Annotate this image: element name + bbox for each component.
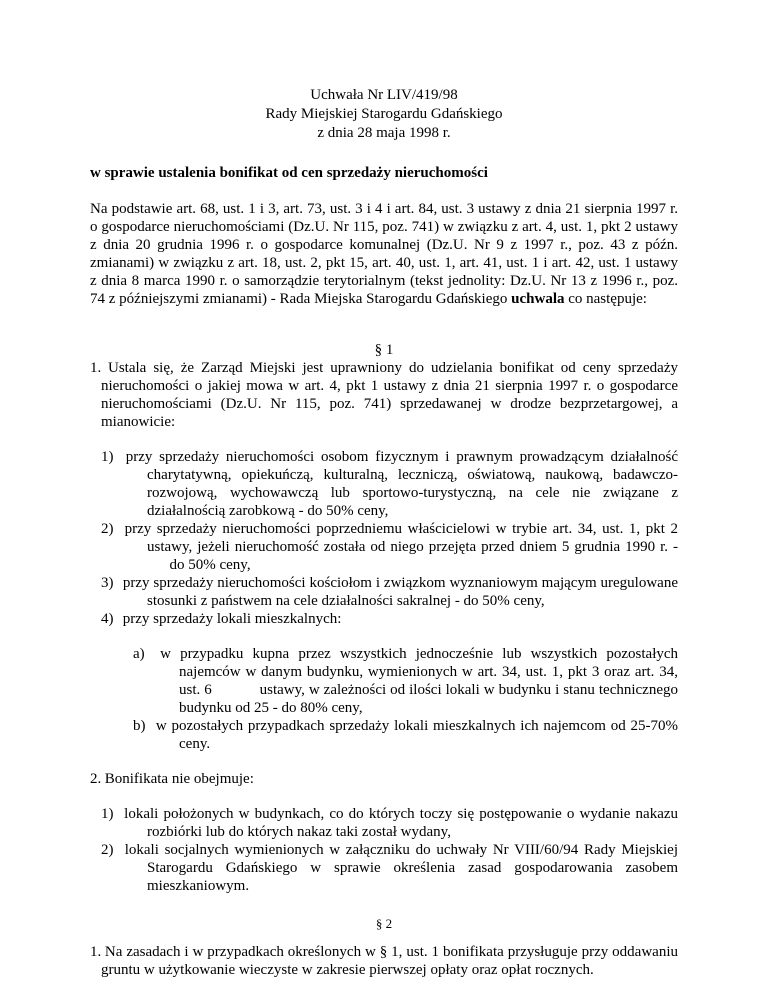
preamble (90, 200, 678, 308)
sublist-item (133, 645, 678, 717)
paragraph-number: 2. (90, 771, 102, 787)
section-1-title: § 1 (374, 342, 394, 358)
list-item (101, 610, 678, 628)
section-2-title: § 2 (375, 916, 393, 931)
list-item (101, 520, 678, 574)
list-item-number: 2) (101, 521, 114, 537)
list-item-text: przy sprzedaży nieruchomości kościołom i związkom wyznaniowym mającym uregulowane stosunki z państwem na cele działalności sakralnej - do 50% ceny, (122, 575, 678, 609)
list-item (101, 574, 678, 610)
document-page (90, 86, 678, 979)
list-item-text: lokali położonych w budynkach, co do których toczy się postępowanie o wydanie nakazu rozbiórki lub do których nakaz taki został wydany, (124, 806, 679, 840)
apartment-sublist (133, 645, 678, 753)
list-item-text: lokali socjalnych wymienionych w załączniku do uchwały Nr VIII/60/94 Rady Miejskiej Starogardu Gdańskiego w sprawie określenia zasad gospodarowania zasobem mieszkaniowym. (124, 842, 678, 894)
sublist-item-letter: a) (133, 646, 145, 662)
list-item-number: 3) (101, 575, 114, 591)
sublist-item-letter: b) (133, 718, 146, 734)
paragraph-text: Na zasadach i w przypadkach określonych w § 1, ust. 1 bonifikata przysługuje przy oddawaniu gruntu w użytkowanie wieczyste w zakresie pierwszej opłaty oraz opłat rocznych. (101, 944, 678, 978)
sublist-item-text: w pozostałych przypadkach sprzedaży lokali mieszkalnych ich najemcom od 25-70% ceny. (155, 718, 679, 752)
section-1-paragraph-1 (90, 359, 678, 431)
sublist-item-text: w przypadku kupna przez wszystkich jednocześnie lub wszystkich pozostałych najemców w danym budynku, wymienionych w art. 34, ust. 1, pkt 3 oraz art. 34, ust. 6 ustawy, w zależności od ilości lokali w budynku i stanu technicznego budynku od 25 - do 80% ceny, (160, 646, 679, 716)
list-item (101, 841, 678, 895)
list-item-text: przy sprzedaży nieruchomości poprzedniemu właścicielowi w trybie art. 34, ust. 1, pkt 2 ustawy, jeżeli nieruchomość została od niego przejęta przed dniem 5 grudnia 1990 r. - do 50% ceny, (124, 521, 678, 573)
list-item-number: 1) (101, 449, 114, 465)
list-item-text: przy sprzedaży nieruchomości osobom fizycznym i prawnym prowadzącym działalność charytatywną, opiekuńczą, kulturalną, leczniczą, oświatową, naukową, badawczo-rozwojową, wychowawczą lub sportowo-turystyczną, na cele nie związane z działalnością zarobkową - do 50% ceny, (125, 449, 678, 519)
resolution-header (90, 86, 678, 143)
section-2-paragraph-1 (90, 943, 678, 979)
resolution-number: Uchwała Nr LIV/419/98 (310, 87, 458, 103)
list-item (101, 805, 678, 841)
paragraph-number: 1. (90, 360, 102, 376)
resolution-subject: w sprawie ustalenia bonifikat od cen sprzedaży nieruchomości (90, 165, 488, 181)
preamble-text: Na podstawie art. 68, ust. 1 i 3, art. 73, ust. 3 i 4 i art. 84, ust. 3 ustawy z dnia 21 sierpnia 1997 r. o gospodarce nieruchomościami (Dz.U. Nr 115, poz. 741) w związku z art. 4, ust. 1, pkt 2 ustawy z dnia 20 grudnia 1996 r. o gospodarce komunalnej (Dz.U. Nr 9 z 1997 r., poz. 43 z późn. zmianami) w związku z art. 18, ust. 2, pkt 15, art. 40, ust. 1, art. 41, ust. 1 i art. 42, ust. 1 ustawy z dnia 8 marca 1990 r. o samorządzie terytorialnym (tekst jednolity: Dz.U. Nr 13 z 1996 r., poz. 74 z późniejszymi zmianami) - Rada Miejska Starogardu Gdańskiego (90, 201, 678, 307)
sublist-item (133, 717, 678, 753)
preamble-bold-word: uchwala (511, 291, 565, 307)
paragraph-text: Ustala się, że Zarząd Miejski jest uprawniony do udzielania bonifikat od ceny sprzedaży nieruchomości o jakiej mowa w art. 4, pkt 1 ustawy z dnia 21 sierpnia 1997 r. o gospodarce nieruchomościami (Dz.U. Nr 115, poz. 741) sprzedawanej w drodze bezprzetargowej, a mianowicie: (101, 360, 678, 430)
paragraph-text: Bonifikata nie obejmuje: (104, 771, 254, 787)
preamble-ending: co następuje: (568, 291, 647, 307)
section-1-paragraph-2 (90, 770, 678, 788)
spacer (90, 753, 678, 770)
list-item (101, 448, 678, 520)
list-item-number: 1) (101, 806, 114, 822)
list-item-text: przy sprzedaży lokali mieszkalnych: (122, 611, 342, 627)
list-item-number: 2) (101, 842, 114, 858)
resolution-date: z dnia 28 maja 1998 r. (317, 125, 451, 141)
exclusion-list (101, 805, 678, 895)
list-item-number: 4) (101, 611, 114, 627)
spacer (90, 933, 678, 943)
discount-list (101, 448, 678, 753)
council-name: Rady Miejskiej Starogardu Gdańskiego (265, 106, 503, 122)
paragraph-number: 1. (90, 944, 102, 960)
